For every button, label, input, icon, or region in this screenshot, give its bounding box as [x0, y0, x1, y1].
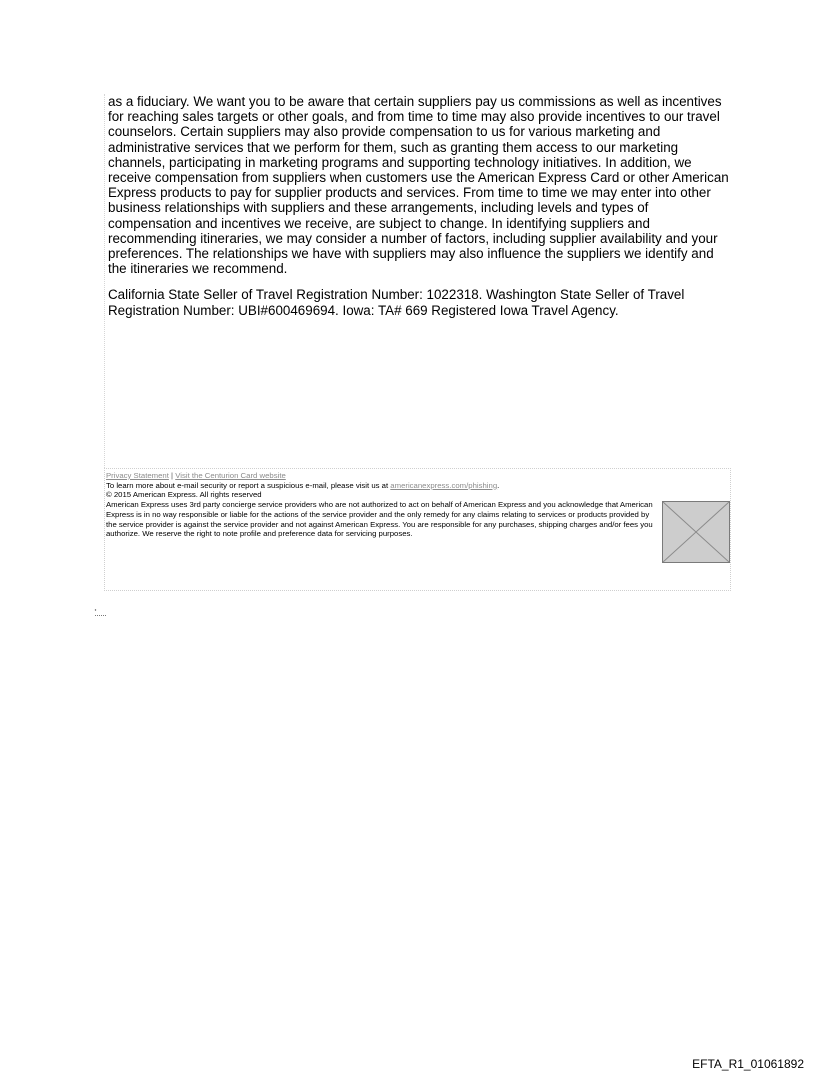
broken-image-placeholder [662, 501, 730, 563]
centurion-card-link[interactable]: Visit the Centurion Card website [175, 471, 286, 480]
disclaimer-text: American Express uses 3rd party concierge service providers who are not authorized to act on behalf of American Express and you acknowledge that American Express is in no way responsible or liable for the actions of the service provider and the only remedy for any claims relating to services or products provided by the service provider is against the service provider and not against American Express. You are responsible for any purchases, shipping charges and/or fees you authorize. We reserve the right to note profile and preference data for servicing purposes. [106, 500, 653, 539]
document-id: EFTA_R1_01061892 [692, 1057, 804, 1071]
privacy-statement-link[interactable]: Privacy Statement [106, 471, 169, 480]
security-notice [106, 481, 658, 491]
registration-paragraph: California State Seller of Travel Registration Number: 1022318. Washington State Seller of Travel Registration Number: UBI#600469694. Iowa: TA# 669 Registered Iowa Travel Agency. [108, 287, 685, 318]
security-text: To learn more about e-mail security or report a suspicious e-mail, please visit us at [106, 480, 389, 490]
footer-text-block [106, 471, 658, 539]
link-separator: | [171, 471, 174, 480]
image-placeholder-icon [663, 502, 729, 562]
stray-mark [94, 604, 108, 613]
email-footer [104, 468, 731, 591]
phishing-link[interactable]: americanexpress.com/phishing [390, 480, 498, 490]
footer-links-row [106, 471, 658, 481]
email-body [104, 94, 733, 468]
security-end: . [497, 480, 500, 490]
copyright-text: © 2015 American Express. All rights reserved [106, 490, 262, 500]
fiduciary-paragraph: as a fiduciary. We want you to be aware that certain suppliers pay us commissions as well as incentives for reaching sales targets or other goals, and from time to time may also provide incentives to our travel counselors. Certain suppliers may also provide compensation to us for various marketing and administrative services that we perform for them, such as granting them access to our marketing channels, participating in marketing programs and supporting technology initiatives. In addition, we receive compensation from suppliers when customers use the American Express Card or other American Express products to pay for supplier products and services. From time to time we may enter into other business relationships with suppliers and these arrangements, including levels and types of compensation and incentives we receive, are subject to change. In identifying suppliers and recommending itineraries, we may consider a number of factors, including supplier availability and your preferences. The relationships we have with suppliers may also influence the suppliers we identify and the itineraries we recommend. [108, 94, 729, 277]
